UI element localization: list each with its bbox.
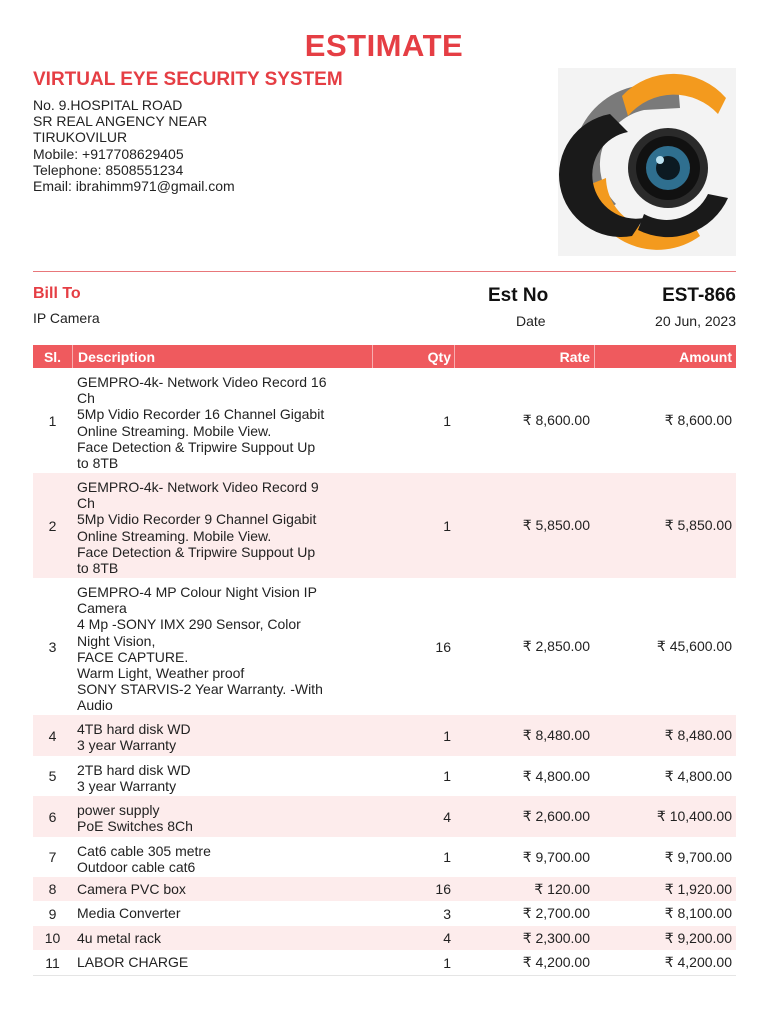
row-qty: 1: [443, 412, 451, 429]
row-sl: 2: [48, 517, 57, 534]
desc-line: Night Vision,: [77, 632, 156, 649]
desc-line: GEMPRO-4k- Network Video Record 9: [77, 479, 319, 495]
items-table: [33, 345, 736, 976]
desc-line: to 8TB: [77, 560, 119, 577]
row-amount: ₹ 10,400.00: [656, 808, 732, 824]
desc-line: 4TB hard disk WD: [77, 721, 191, 737]
header-amount: Amount: [594, 345, 736, 368]
row-sl: 9: [48, 905, 57, 922]
row-sl: 5: [48, 768, 57, 784]
row-description: [72, 715, 372, 756]
desc-line: Media Converter: [77, 905, 181, 921]
desc-line: Cat6 cable 305 metre: [77, 843, 211, 859]
desc-line: Camera PVC box: [77, 881, 186, 897]
row-description: [72, 901, 372, 926]
header-rate: Rate: [454, 345, 594, 368]
telephone-line: Telephone: 8508551234: [33, 161, 184, 178]
desc-line: GEMPRO-4k- Network Video Record 16: [77, 374, 327, 390]
desc-line: Audio: [77, 697, 113, 714]
row-description: [72, 756, 372, 796]
table-row: [33, 877, 736, 901]
row-rate: ₹ 9,700.00: [522, 848, 590, 865]
desc-line: Face Detection & Tripwire Suppout Up: [77, 438, 316, 455]
bill-to-value: IP Camera: [33, 310, 100, 326]
table-header: [33, 345, 736, 368]
header-divider: [33, 271, 736, 272]
camera-lens-logo-icon: [558, 68, 736, 256]
row-rate: ₹ 8,480.00: [522, 727, 590, 743]
address-line: TIRUKOVILUR: [33, 129, 128, 146]
estimate-number-label: Est No: [488, 285, 549, 306]
row-qty: 3: [443, 905, 451, 922]
row-description: [72, 926, 372, 950]
row-rate: ₹ 5,850.00: [522, 517, 590, 533]
table-row: [33, 901, 736, 926]
row-sl: 11: [45, 954, 60, 971]
row-amount: ₹ 8,600.00: [664, 412, 732, 428]
row-description: [72, 950, 372, 975]
desc-line: FACE CAPTURE.: [77, 648, 189, 665]
row-sl: 3: [48, 638, 57, 655]
desc-line: Online Streaming. Mobile View.: [77, 527, 272, 544]
table-bottom-divider: [33, 975, 736, 976]
row-rate: ₹ 4,800.00: [522, 767, 590, 784]
row-amount: ₹ 8,480.00: [664, 727, 732, 743]
desc-line: LABOR CHARGE: [77, 954, 189, 970]
address-line: No. 9.HOSPITAL ROAD: [33, 97, 183, 113]
table-row: [33, 578, 736, 715]
date-label: Date: [516, 313, 546, 329]
desc-line: 4 Mp -SONY IMX 290 Sensor, Color: [77, 616, 301, 633]
header-sl: Sl.: [43, 348, 62, 365]
desc-line: Face Detection & Tripwire Suppout Up: [77, 543, 316, 560]
row-description: [72, 796, 372, 837]
row-qty: 1: [443, 727, 451, 744]
row-rate: ₹ 8,600.00: [522, 412, 590, 428]
table-row: [33, 837, 736, 877]
row-amount: ₹ 9,700.00: [664, 848, 732, 865]
table-row: [33, 926, 736, 950]
row-description: [72, 368, 372, 473]
desc-line: 2TB hard disk WD: [77, 762, 191, 778]
desc-line: 4u metal rack: [77, 930, 162, 946]
desc-line: to 8TB: [77, 455, 119, 472]
row-amount: ₹ 45,600.00: [656, 638, 732, 654]
company-name: VIRTUAL EYE SECURITY SYSTEM: [33, 69, 343, 90]
row-rate: ₹ 120.00: [534, 880, 590, 897]
bill-to-label: Bill To: [33, 285, 81, 302]
desc-line: 5Mp Vidio Recorder 9 Channel Gigabit: [77, 511, 317, 528]
row-qty: 16: [435, 638, 451, 655]
row-rate: ₹ 2,300.00: [522, 929, 590, 946]
row-rate: ₹ 2,850.00: [522, 638, 590, 654]
table-row: [33, 950, 736, 975]
desc-line: Ch: [77, 495, 95, 512]
header-qty: Qty: [372, 345, 454, 368]
row-qty: 1: [443, 768, 451, 784]
desc-line: 3 year Warranty: [77, 778, 177, 795]
row-rate: ₹ 2,600.00: [522, 808, 590, 824]
header-description: Description: [72, 345, 372, 368]
date-value: 20 Jun, 2023: [655, 313, 736, 329]
table-row: [33, 796, 736, 837]
desc-line: Online Streaming. Mobile View.: [77, 422, 272, 439]
estimate-number-value: EST-866: [662, 285, 736, 306]
row-description: [72, 877, 372, 901]
table-row: [33, 368, 736, 473]
row-sl: 7: [48, 849, 57, 865]
row-qty: 1: [443, 954, 451, 971]
desc-line: GEMPRO-4 MP Colour Night Vision IP: [77, 584, 317, 600]
row-amount: ₹ 9,200.00: [664, 929, 732, 946]
desc-line: Outdoor cable cat6: [77, 859, 196, 876]
row-qty: 1: [443, 517, 451, 534]
row-sl: 4: [48, 727, 57, 744]
row-rate: ₹ 2,700.00: [522, 905, 590, 921]
desc-line: Camera: [77, 600, 127, 617]
row-qty: 16: [435, 881, 451, 897]
document-title: ESTIMATE: [304, 28, 464, 63]
address-line: SR REAL ANGENCY NEAR: [33, 113, 208, 130]
desc-line: PoE Switches 8Ch: [77, 818, 193, 835]
table-row: [33, 715, 736, 756]
row-description: [72, 837, 372, 877]
company-logo: [558, 68, 736, 256]
row-amount: ₹ 8,100.00: [664, 905, 732, 921]
email-line: Email: ibrahimm971@gmail.com: [33, 178, 235, 195]
row-description: [72, 578, 372, 715]
table-row: [33, 756, 736, 796]
row-sl: 10: [44, 930, 61, 946]
mobile-line: Mobile: +917708629405: [33, 145, 184, 162]
row-sl: 6: [48, 808, 57, 825]
desc-line: 3 year Warranty: [77, 737, 177, 754]
row-rate: ₹ 4,200.00: [522, 954, 590, 970]
desc-line: SONY STARVIS-2 Year Warranty. -With: [77, 681, 323, 698]
row-amount: ₹ 4,800.00: [664, 767, 732, 784]
row-qty: 4: [443, 930, 451, 946]
desc-line: Warm Light, Weather proof: [77, 665, 245, 682]
row-amount: ₹ 4,200.00: [664, 954, 732, 970]
row-qty: 4: [443, 808, 451, 825]
row-sl: 1: [48, 412, 57, 429]
company-address: [33, 97, 235, 194]
desc-line: Ch: [77, 390, 95, 407]
desc-line: 5Mp Vidio Recorder 16 Channel Gigabit: [77, 406, 325, 423]
row-amount: ₹ 5,850.00: [664, 517, 732, 533]
row-amount: ₹ 1,920.00: [664, 880, 732, 897]
desc-line: power supply: [77, 802, 160, 818]
row-sl: 8: [48, 881, 57, 897]
row-qty: 1: [443, 849, 451, 865]
table-row: [33, 473, 736, 578]
row-description: [72, 473, 372, 578]
